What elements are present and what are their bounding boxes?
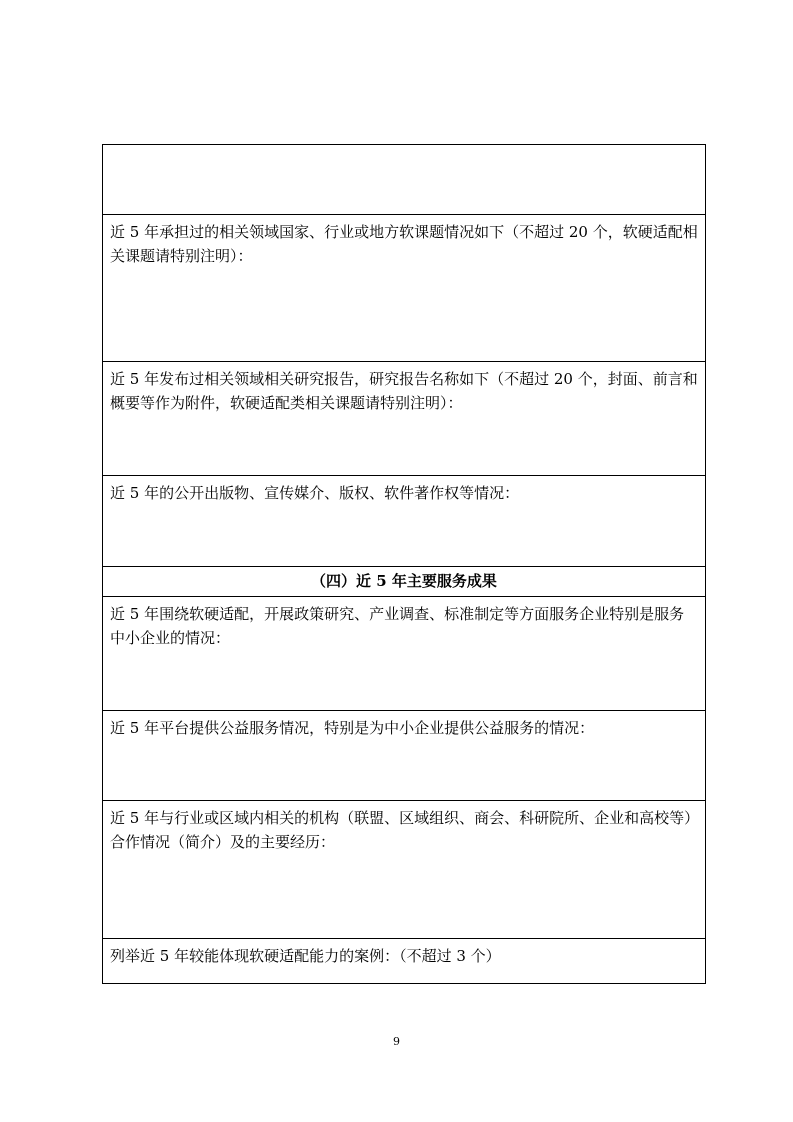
form-row-cases [103,938,705,983]
form-row-text: 近 5 年承担过的相关领域国家、行业或地方软课题情况如下（不超过 20 个，软硬适配相关课题请特别注明）： [110,223,698,265]
form-row-text: 近 5 年与行业或区域内相关的机构（联盟、区域组织、商会、科研院所、企业和高校等）合作情况（简介）及的主要经历： [110,809,692,851]
form-row-text: 近 5 年发布过相关领域相关研究报告，研究报告名称如下（不超过 20 个，封面、前言和概要等作为附件，软硬适配类相关课题请特别注明）： [110,370,698,412]
form-row-research-reports [103,361,705,475]
form-row-text: 近 5 年的公开出版物、宣传媒介、版权、软件著作权等情况： [110,484,520,502]
form-row-text: 近 5 年平台提供公益服务情况，特别是为中小企业提供公益服务的情况： [110,719,595,737]
form-row-soft-topics [103,214,705,361]
form-row-public-services [103,710,705,800]
form-row-enterprise-services [103,596,705,710]
section-heading [103,566,705,596]
form-table [102,144,706,984]
form-row-text: 列举近 5 年较能体现软硬适配能力的案例：（不超过 3 个） [110,947,501,965]
section-heading-text: （四）近 5 年主要服务成果 [311,572,497,590]
form-row-continued-blank [103,145,705,214]
form-row-cooperation [103,800,705,938]
form-row-text: 近 5 年围绕软硬适配，开展政策研究、产业调查、标准制定等方面服务企业特别是服务中小企业的情况： [110,605,685,647]
form-row-publications [103,475,705,566]
page-number: 9 [393,1035,400,1048]
